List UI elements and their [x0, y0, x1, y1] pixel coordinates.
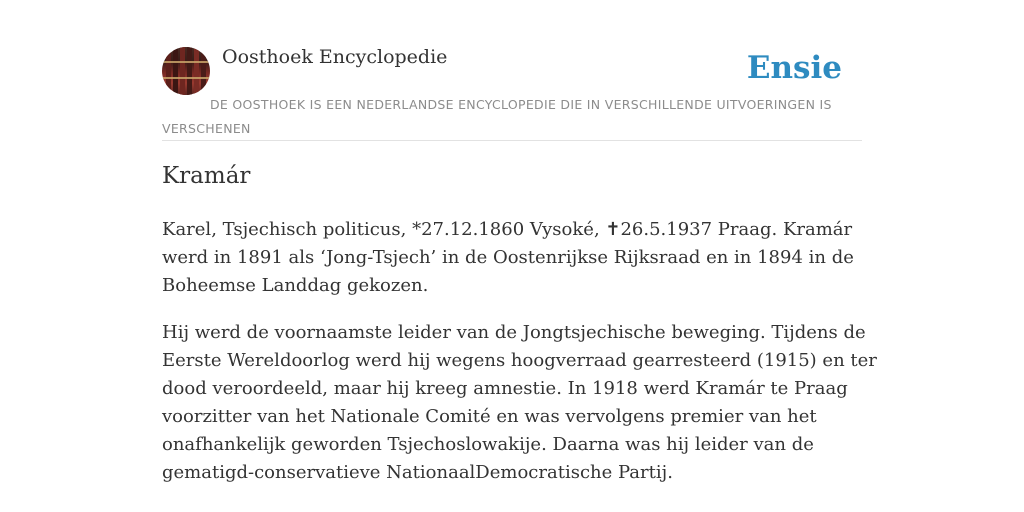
- site-title[interactable]: Oosthoek Encyclopedie: [222, 46, 448, 68]
- book-spine: [187, 47, 192, 95]
- book-spine: [166, 47, 171, 95]
- article-paragraph: Hij werd de voornaamste leider van de Jongtsjechische beweging. Tijdens de Eerste Wereldoorlog werd hij wegens hoogverraad gearresteerd (1915) en ter dood veroordeeld, maar hij kreeg amnestie. In 1918 werd Kramár te Praag voorzitter van het Nationale Comité en was vervolgens premier van het onafhankelijk geworden Tsjechoslowakije. Daarna was hij leider van de gematigd-conservatieve NationaalDemocratische Partij.: [162, 322, 877, 483]
- book-spine: [194, 47, 199, 95]
- book-spine: [173, 47, 178, 95]
- ensie-logo[interactable]: Ensie: [746, 50, 842, 86]
- article-paragraph: Karel, Tsjechisch politicus, *27.12.1860 Vysoké, ✝26.5.1937 Praag. Kramár werd in 1891 als ‘Jong-Tsjech’ in de Oostenrijkse Rijksraad en in 1894 in de Boheemse Landdag gekozen.: [162, 219, 854, 296]
- site-header: [162, 0, 862, 141]
- book-band: [162, 77, 210, 79]
- encyclopedia-avatar[interactable]: [162, 47, 210, 95]
- article-title: Kramár: [162, 163, 251, 189]
- book-spine: [201, 47, 206, 95]
- book-spine: [180, 47, 185, 95]
- book-band: [162, 61, 210, 63]
- site-tagline: DE OOSTHOEK IS EEN NEDERLANDSE ENCYCLOPEDIE DIE IN VERSCHILLENDE UITVOERINGEN IS VERSCHENEN: [162, 97, 832, 136]
- page-container: [162, 0, 877, 483]
